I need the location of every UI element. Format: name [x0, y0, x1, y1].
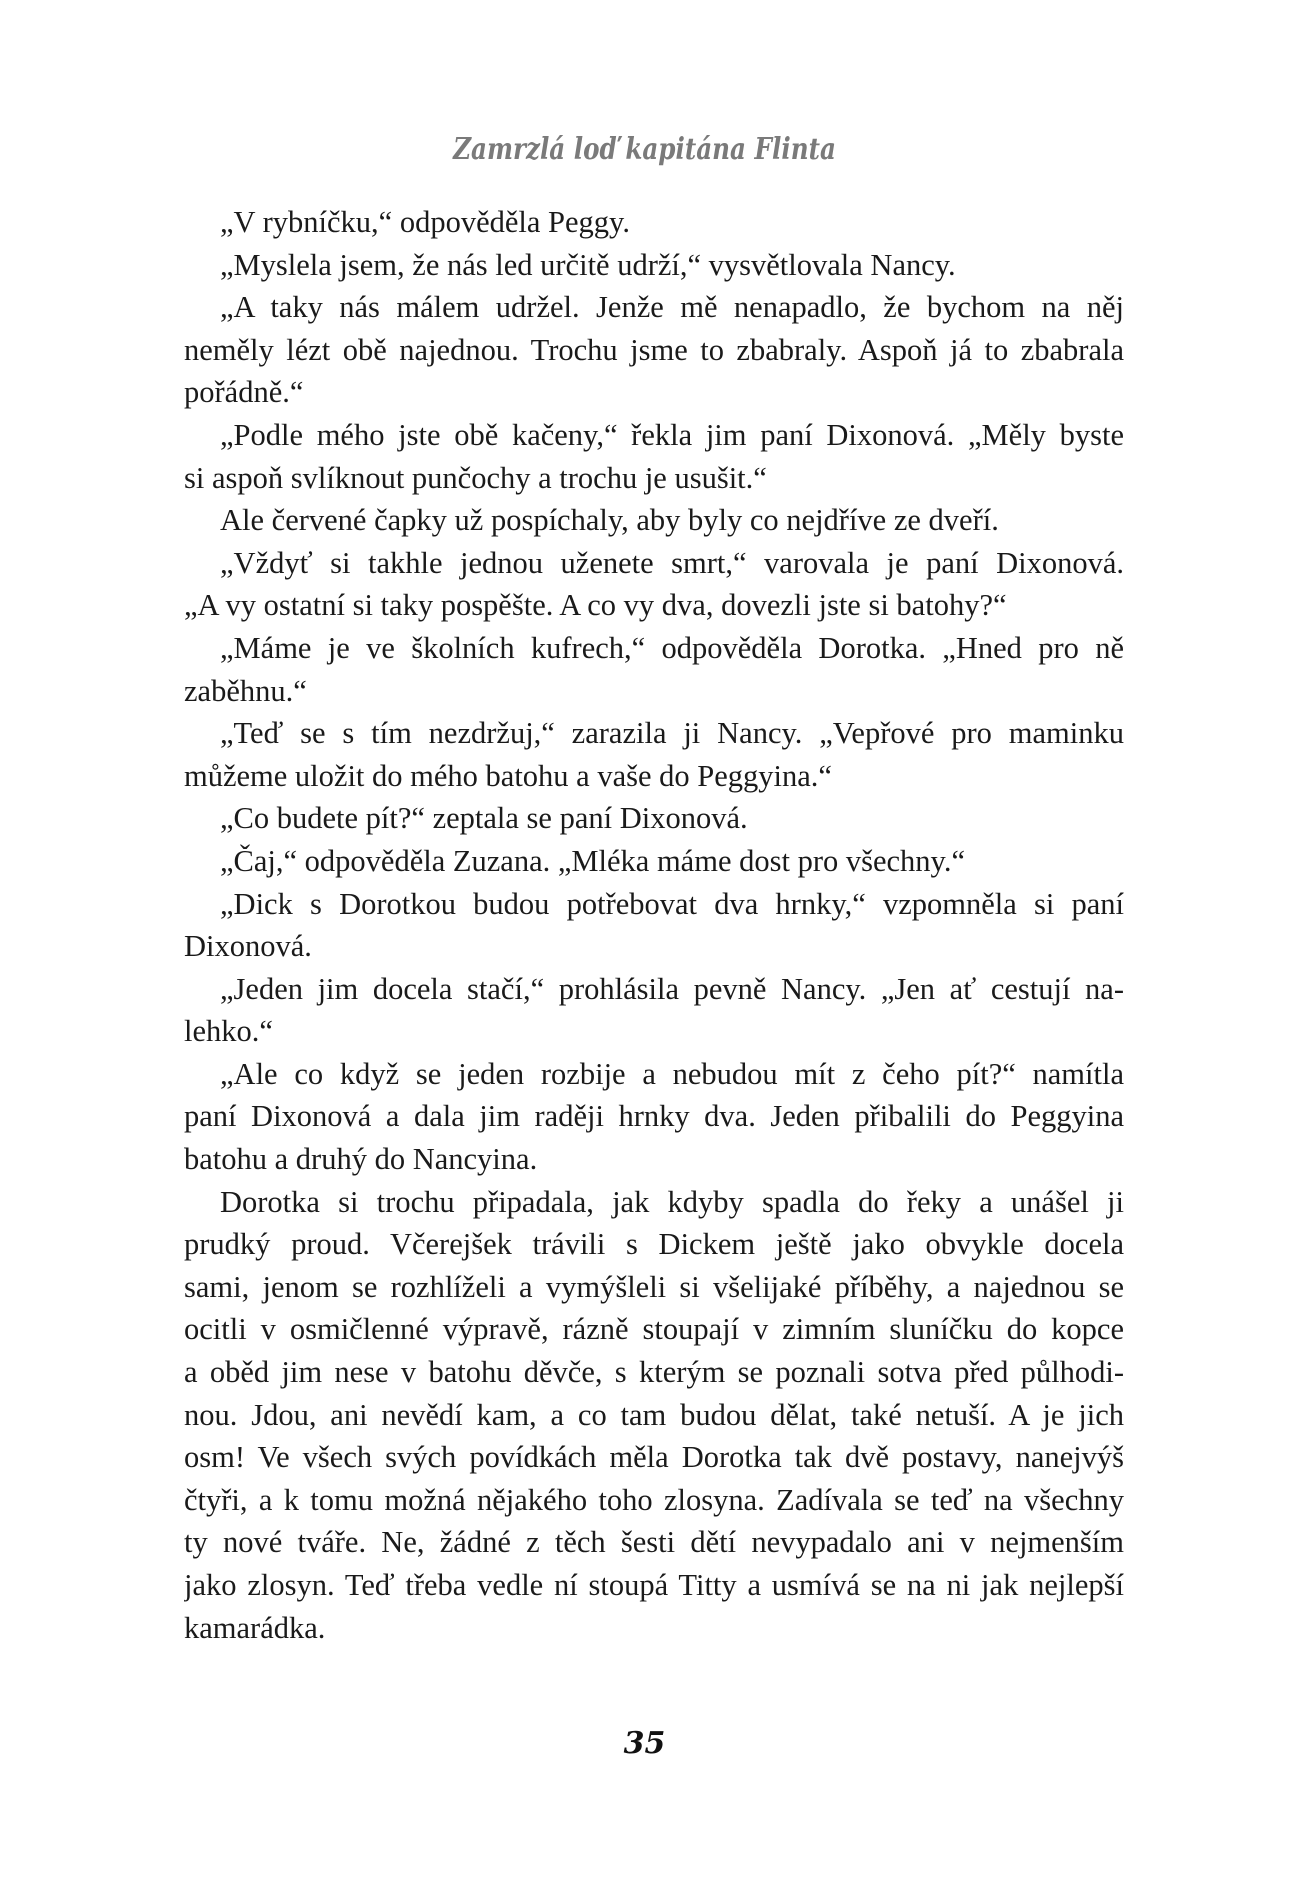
paragraph: [184, 883, 1124, 968]
paragraph: [184, 414, 1124, 499]
text-line: osm! Ve všech svých povídkách měla Dorotka tak dvě postavy, nanejvýš: [184, 1440, 1124, 1475]
text-line: prudký proud. Včerejšek trávili s Dickem ještě jako obvykle docela: [184, 1227, 1124, 1262]
text-line: jako zlosyn. Teď třeba vedle ní stoupá Titty a usmívá se na ni jak nejlepší: [184, 1568, 1124, 1602]
text-line: můžeme uložit do mého batohu a vaše do Peggyina.“: [184, 758, 832, 793]
paragraph: [184, 499, 1124, 542]
text-line: ocitli v osmičlenné výpravě, rázně stoupají v zimním sluníčku do kopce: [184, 1312, 1124, 1347]
text-line: „Vždyť si takhle jednou uženete smrt,“ varovala je paní Dixonová.: [220, 545, 1124, 580]
text-line: Ale červené čapky už pospíchaly, aby byly co nejdříve ze dveří.: [220, 503, 999, 538]
paragraph: [184, 1053, 1124, 1181]
text-line: „Podle mého jste obě kačeny,“ řekla jim paní Dixonová. „Měly byste: [220, 417, 1124, 452]
paragraph: [184, 244, 1124, 287]
text-line: „Co budete pít?“ zeptala se paní Dixonová.: [220, 801, 748, 836]
text-line: si aspoň svlíknout punčochy a trochu je usušit.“: [184, 460, 767, 495]
text-line: neměly lézt obě najednou. Trochu jsme to zbabraly. Aspoň já to zbabrala: [184, 332, 1124, 367]
text-line: „Máme je ve školních kufrech,“ odpověděla Dorotka. „Hned pro ně: [220, 630, 1124, 665]
paragraph: [184, 542, 1124, 627]
text-line: „A taky nás málem udržel. Jenže mě nenapadlo, že bychom na něj: [220, 290, 1124, 325]
text-line: zaběhnu.“: [184, 673, 307, 708]
text-line: a oběd jim nese v batohu děvče, s kterým se poznali sotva před půlhodi-: [184, 1355, 1124, 1390]
text-line: kamarádka.: [184, 1610, 326, 1645]
text-line: „Teď se s tím nezdržuj,“ zarazila ji Nancy. „Vepřové pro maminku: [220, 716, 1124, 751]
text-line: „Čaj,“ odpověděla Zuzana. „Mléka máme dost pro všechny.“: [220, 843, 965, 878]
text-line: nou. Jdou, ani nevědí kam, a co tam budou dělat, také netuší. A je jich: [184, 1397, 1124, 1432]
text-line: lehko.“: [184, 1014, 273, 1049]
text-line: „Jeden jim docela stačí,“ prohlásila pevně Nancy. „Jen ať cestují na-: [220, 971, 1124, 1006]
text-line: „Myslela jsem, že nás led určitě udrží,“ vysvětlovala Nancy.: [220, 247, 956, 282]
text-line: „Ale co když se jeden rozbije a nebudou mít z čeho pít?“ namítla: [220, 1056, 1124, 1091]
text-line: „Dick s Dorotkou budou potřebovat dva hrnky,“ vzpomněla si paní: [220, 886, 1124, 921]
running-header-title: Zamrzlá loď kapitána Flinta: [453, 132, 836, 167]
paragraph: [184, 201, 1124, 244]
page-number: 35: [623, 1726, 666, 1761]
text-line: batohu a druhý do Nancyina.: [184, 1142, 538, 1177]
text-line: paní Dixonová a dala jim raději hrnky dva. Jeden přibalili do Peggyina: [184, 1099, 1124, 1134]
text-line: sami, jenom se rozhlíželi a vymýšleli si všelijaké příběhy, a najednou se: [184, 1269, 1124, 1304]
text-line: ty nové tváře. Ne, žádné z těch šesti dětí nevypadalo ani v nejmenším: [184, 1525, 1124, 1560]
body-text: [184, 201, 1124, 1649]
paragraph: [184, 712, 1124, 797]
text-line: Dixonová.: [184, 929, 312, 964]
text-line: čtyři, a k tomu možná nějakého toho zlosyna. Zadívala se teď na všechny: [184, 1482, 1124, 1517]
paragraph: [184, 840, 1124, 883]
text-line: pořádně.“: [184, 375, 304, 410]
paragraph: [184, 286, 1124, 414]
paragraph: [184, 797, 1124, 840]
text-line: „V rybníčku,“ odpověděla Peggy.: [220, 205, 630, 239]
paragraph: [184, 1181, 1124, 1650]
paragraph: [184, 968, 1124, 1053]
text-line: „A vy ostatní si taky pospěšte. A co vy dva, dovezli jste si batohy?“: [184, 588, 1007, 623]
text-line: Dorotka si trochu připadala, jak kdyby spadla do řeky a unášel ji: [220, 1184, 1124, 1219]
paragraph: [184, 627, 1124, 712]
